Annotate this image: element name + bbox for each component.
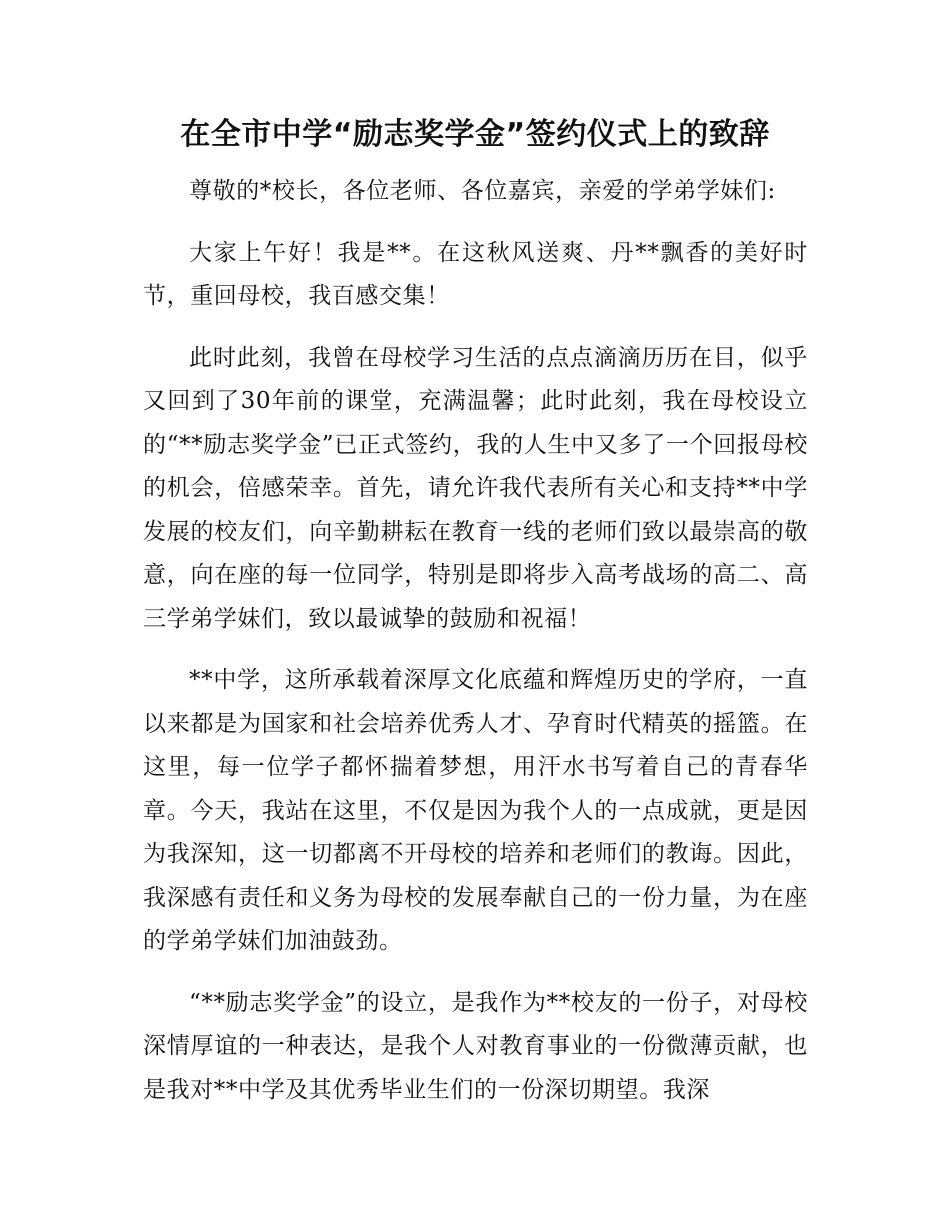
document-body bbox=[143, 170, 808, 1130]
paragraph-opening: 大家上午好！我是**。在这秋风送爽、丹**飘香的美好时节，重回母校，我百感交集！ bbox=[143, 239, 808, 309]
paragraph-scholarship: “**励志奖学金”的设立，是我作为**校友的一份子，对母校深情厚谊的一种表达，是我个人对教育事业的一份微薄贡献，也是我对**中学及其优秀毕业生们的一份深切期望。我深 bbox=[143, 989, 808, 1103]
paragraph-reflection: 此时此刻，我曾在母校学习生活的点点滴滴历历在目，似乎又回到了30年前的课堂，充满温馨；此时此刻，我在母校设立的“**励志奖学金”已正式签约，我的人生中又多了一个回报母校的机会，倍感荣幸。首先，请允许我代表所有关心和支持**中学发展的校友们，向辛勤耕耘在教育一线的老师们致以最崇高的敬意，向在座的每一位同学，特别是即将步入高考战场的高二、高三学弟学妹们，致以最诚挚的鼓励和祝福！ bbox=[143, 344, 808, 632]
document-title: 在全市中学“励志奖学金”签约仪式上的致辞 bbox=[180, 117, 770, 152]
paragraph-school: **中学，这所承载着深厚文化底蕴和辉煌历史的学府，一直以来都是为国家和社会培养优秀人才、孕育时代精英的摇篮。在这里，每一位学子都怀揣着梦想，用汗水书写着自己的青春华章。今天，我站在这里，不仅是因为我个人的一点成就，更是因为我深知，这一切都离不开母校的培养和老师们的教诲。因此，我深感有责任和义务为母校的发展奉献自己的一份力量，为在座的学弟学妹们加油鼓劲。 bbox=[143, 667, 808, 954]
paragraph-greeting: 尊敬的*校长，各位老师、各位嘉宾，亲爱的学弟学妹们: bbox=[189, 178, 776, 204]
